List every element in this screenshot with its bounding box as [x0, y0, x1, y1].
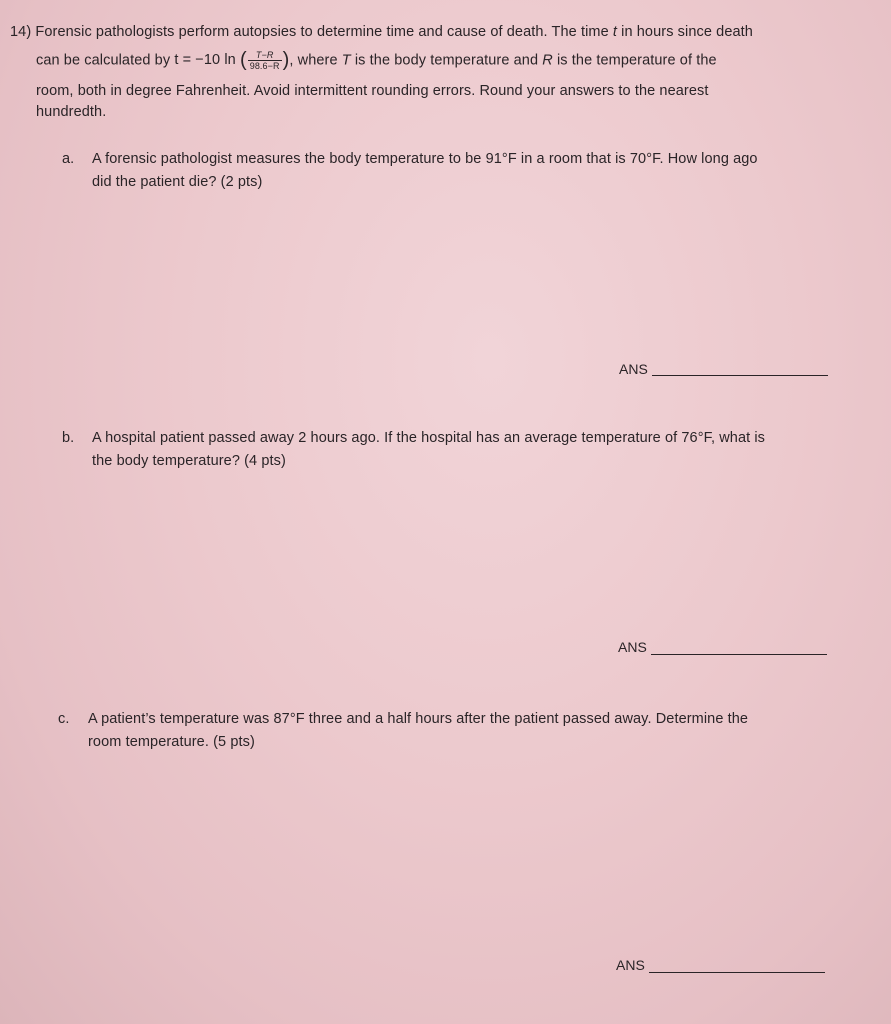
part-b-answer-label: ANS: [618, 639, 647, 655]
question-intro-line-3: room, both in degree Fahrenheit. Avoid intermittent rounding errors. Round your answers to the nearest: [36, 83, 709, 99]
part-a-text-2: did the patient die? (2 pts): [92, 174, 263, 190]
part-c-answer-label: ANS: [616, 957, 645, 973]
var-T: T: [341, 52, 351, 69]
question-number: 14): [10, 24, 32, 40]
intro-text-2-comma: , where: [289, 52, 338, 69]
question-intro-line-4: hundredth.: [36, 104, 107, 120]
right-paren: ): [282, 49, 290, 72]
formula-prefix: t = −10 ln: [174, 52, 236, 69]
formula-fraction: [248, 50, 282, 71]
part-c-label: c.: [58, 711, 70, 727]
question-intro-line-1: [10, 24, 753, 40]
part-b-label: b.: [62, 430, 75, 446]
intro-text-1-end: in hours since death: [621, 24, 753, 40]
part-a-answer-field[interactable]: [652, 375, 828, 376]
var-R: R: [542, 52, 553, 69]
part-c-text-2: room temperature. (5 pts): [88, 734, 255, 750]
intro-text-2: can be calculated by: [36, 52, 171, 69]
formula-numerator: T−R: [248, 50, 282, 61]
part-a-text-1: A forensic pathologist measures the body temperature to be 91°F in a room that is 70°F. How long ago: [92, 151, 758, 167]
left-paren: (: [239, 49, 247, 72]
part-c-answer-field[interactable]: [649, 972, 825, 973]
question-intro-line-2: [36, 50, 717, 71]
part-b-answer-field[interactable]: [651, 654, 827, 655]
part-c-text-1: A patient’s temperature was 87°F three and a half hours after the patient passed away. Determine the: [88, 711, 749, 727]
intro-text-1: Forensic pathologists perform autopsies to determine time and cause of death. The time: [35, 24, 609, 40]
part-a-label: a.: [62, 151, 75, 167]
part-a-answer-label: ANS: [619, 361, 648, 377]
intro-text-2-mid: is the body temperature and: [354, 52, 539, 69]
formula-denominator: 98.6−R: [249, 61, 280, 71]
part-b-text-1: A hospital patient passed away 2 hours ago. If the hospital has an average temperature of 76°F, what is: [92, 430, 766, 446]
formula: [174, 49, 290, 72]
intro-text-2-tail: is the temperature of the: [556, 52, 717, 69]
part-b-text-2: the body temperature? (4 pts): [92, 453, 286, 469]
var-t: t: [612, 24, 618, 40]
